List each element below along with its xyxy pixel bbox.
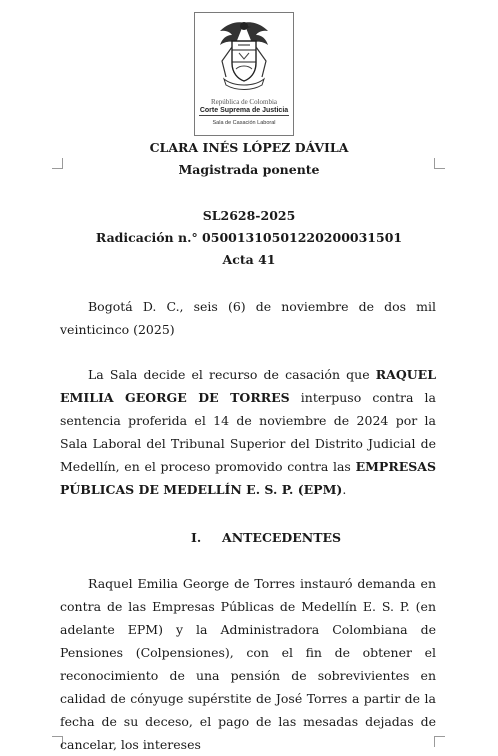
- section-number: I.: [191, 530, 202, 545]
- intro-text-a: La Sala decide el recurso de casación que: [88, 367, 376, 382]
- intro-text-e: .: [342, 482, 347, 497]
- appellant-name: RAQUEL EMILIA GEORGE DE TORRES: [60, 367, 436, 405]
- defendant-name: EMPRESAS PÚBLICAS DE MEDELLÍN E. S. P. (EPM): [60, 459, 436, 497]
- intro-paragraph: [60, 363, 436, 501]
- magistrate-name: CLARA INÉS LÓPEZ DÁVILA: [149, 140, 349, 155]
- intro-text-c: interpuso contra la sentencia proferida el 14 de noviembre de 2024 por la Sala Laboral del Tribunal Superior del Distrito Judicial de Medellín, en el proceso promovido contra las: [60, 390, 436, 474]
- seal-court-text: Corte Suprema de Justicia: [199, 107, 289, 114]
- section-title: ANTECEDENTES: [222, 530, 342, 545]
- seal-chamber-text: Sala de Casación Laboral: [212, 120, 276, 126]
- case-code: SL2628-2025: [202, 208, 296, 223]
- magistrate-role: Magistrada ponente: [178, 162, 320, 177]
- date-paragraph: Bogotá D. C., seis (6) de noviembre de dos mil veinticinco (2025): [60, 299, 436, 337]
- colombian-coat-of-arms-icon: [214, 17, 274, 95]
- court-seal: [194, 12, 294, 136]
- acta-number: Acta 41: [222, 252, 276, 267]
- antecedentes-paragraph: Raquel Emilia George de Torres instauró demanda en contra de las Empresas Públicas de Medellín E. S. P. (en adelante EPM) y la Administradora Colombiana de Pensiones (Colpensiones), con el fin de obtener el reconocimiento de una pensión de sobrevivientes en calidad de cónyuge supérstite de José Torres a partir de la fecha de su deceso, el pago de las mesadas dejadas de cancelar, los intereses: [60, 576, 436, 752]
- radicacion-number: Radicación n.° 05001310501220200031501: [95, 230, 403, 245]
- seal-republic-text: República de Colombia: [210, 98, 278, 106]
